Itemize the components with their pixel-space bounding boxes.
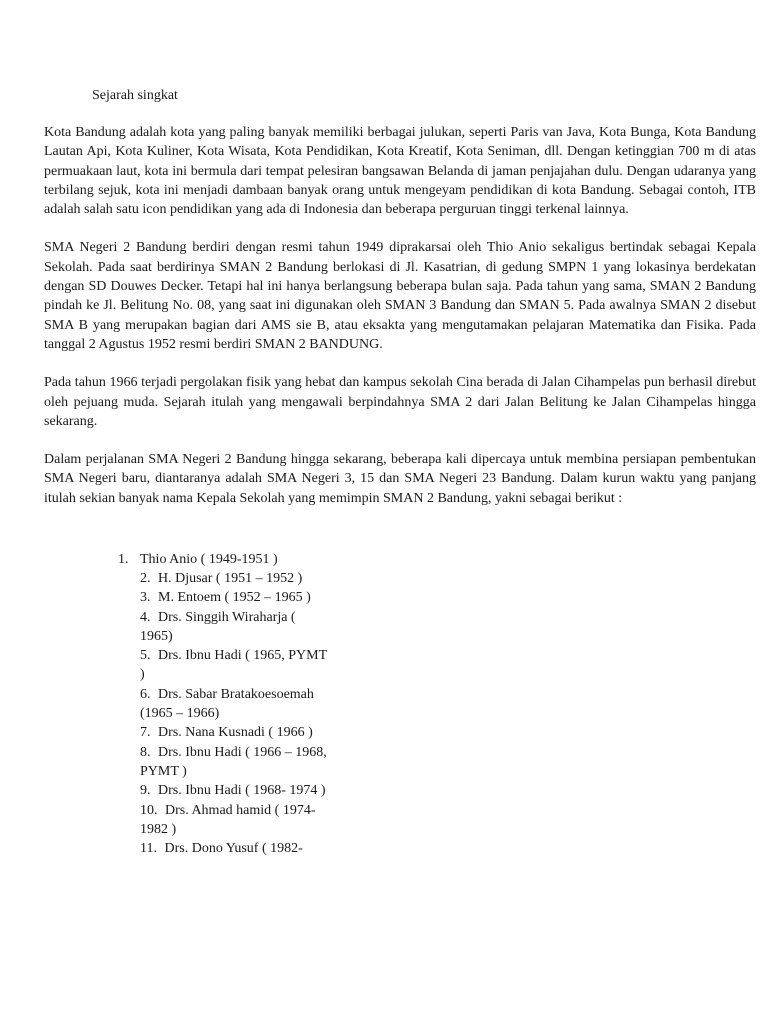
paragraph-1966-move: Pada tahun 1966 terjadi pergolakan fisik yang hebat dan kampus sekolah Cina berada di Jalan Cihampelas pun berhasil direbut oleh pejuang muda. Sejarah itulah yang mengawali berpindahnya SMA 2 dari Jalan Belitung ke Jalan Cihampelas hingga sekarang. (44, 375, 756, 429)
list-number: 8. (140, 744, 151, 760)
list-number: 3. (140, 590, 151, 606)
principal-list-item (140, 588, 328, 607)
principals-list (140, 569, 328, 858)
list-number: 7. (140, 725, 151, 741)
principal-list-item (140, 608, 328, 647)
principal-name: Drs. Ibnu Hadi ( 1968- 1974 ) (158, 783, 326, 799)
list-number: 1. (118, 552, 129, 567)
principal-name: Drs. Ibnu Hadi ( 1965, PYMT ) (140, 648, 327, 683)
principal-list-item (118, 550, 278, 569)
list-number: 9. (140, 783, 151, 799)
principal-name: Thio Anio ( 1949-1951 ) (140, 552, 278, 567)
paragraph-kota-bandung: Kota Bandung adalah kota yang paling banyak memiliki berbagai julukan, seperti Paris van Java, Kota Bunga, Kota Bandung Lautan Api, Kota Kuliner, Kota Wisata, Kota Pendidikan, Kota Kreatif, Kota Seniman, dll. Dengan ketinggian 700 m di atas permuakaan laut, kota ini bermula dari tempat pelesiran bangsawan Belanda di jaman penjajahan dulu. Dengan udaranya yang terbilang sejuk, kota ini menjadi dambaan banyak orang untuk mengeyam pendidikan di kota Bandung. Sebagai contoh, ITB adalah salah satu icon pendidikan yang ada di Indonesia dan beberapa perguruan tinggi terkenal lainnya. (44, 125, 756, 218)
principal-list-item (140, 781, 328, 800)
paragraph-principals-intro: Dalam perjalanan SMA Negeri 2 Bandung hingga sekarang, beberapa kali dipercaya untuk membina persiapan pembentukan SMA Negeri baru, diantaranya adalah SMA Negeri 3, 15 dan SMA Negeri 23 Bandung. Dalam kurun waktu yang panjang itulah sekian banyak nama Kepala Sekolah yang memimpin SMAN 2 Bandung, yakni sebagai berikut : (44, 452, 756, 506)
list-number: 4. (140, 609, 151, 625)
section-heading: Sejarah singkat (92, 88, 178, 103)
list-number: 2. (140, 571, 151, 586)
principal-name: Drs. Sabar Bratakoesoemah (1965 – 1966) (140, 686, 314, 722)
principal-name: Drs. Ahmad hamid ( 1974-1982 ) (140, 802, 316, 837)
principal-list-item (140, 743, 328, 782)
principal-name: H. Djusar ( 1951 – 1952 ) (158, 571, 303, 586)
principal-name: M. Entoem ( 1952 – 1965 ) (158, 590, 311, 606)
list-number: 11. (140, 841, 157, 857)
principal-name: Drs. Ibnu Hadi ( 1966 – 1968, PYMT ) (140, 744, 327, 779)
principal-name: Drs. Dono Yusuf ( 1982- (164, 841, 303, 857)
principal-list-item (140, 569, 328, 588)
list-number: 10. (140, 802, 158, 818)
principal-list-item (140, 801, 328, 840)
principal-name: Drs. Nana Kusnadi ( 1966 ) (158, 725, 313, 741)
principal-list-item (140, 839, 328, 858)
principal-list-item (140, 646, 328, 685)
paragraph-sman2-founding: SMA Negeri 2 Bandung berdiri dengan resmi tahun 1949 diprakarsai oleh Thio Anio sekaligus bertindak sebagai Kepala Sekolah. Pada saat berdirinya SMAN 2 Bandung berlokasi di Jl. Kasatrian, di gedung SMPN 1 yang lokasinya berdekatan dengan SD Douwes Decker. Tetapi hal ini hanya berlangsung beberapa bulan saja. Pada tahun yang sama, SMAN 2 Bandung pindah ke Jl. Belitung No. 08, yang saat ini digunakan oleh SMAN 3 Bandung dan SMAN 5. Pada awalnya SMAN 2 disebut SMA B yang merupakan bagian dari AMS sie B, atau eksakta yang mengutamakan pelajaran Matematika dan Fisika. Pada tanggal 2 Agustus 1952 resmi berdiri SMAN 2 BANDUNG. (44, 240, 756, 352)
document-body (44, 86, 756, 857)
list-number: 5. (140, 648, 151, 664)
principal-name: Drs. Singgih Wiraharja ( 1965) (140, 609, 296, 644)
list-number: 6. (140, 686, 151, 702)
principal-list-item (140, 685, 328, 724)
principal-list-item (140, 723, 328, 742)
